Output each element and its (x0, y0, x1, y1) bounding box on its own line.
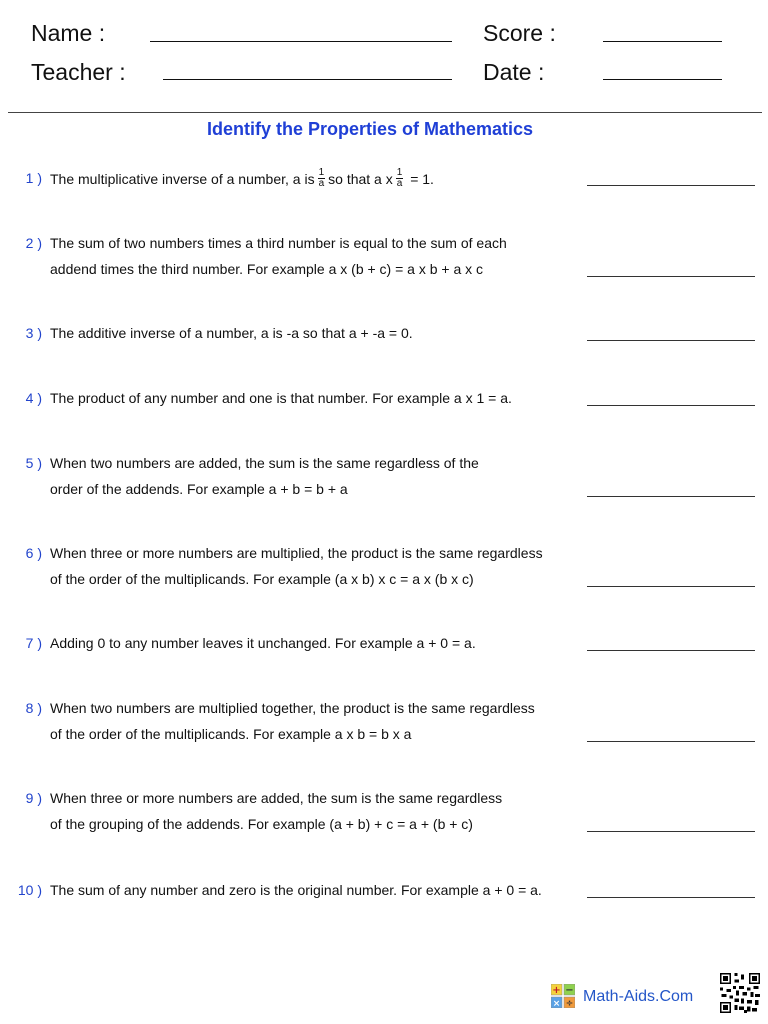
svg-text:+: + (552, 985, 561, 996)
question-number: 6 ) (25, 545, 42, 561)
question-text: Adding 0 to any number leaves it unchanged. For example a + 0 = a. (50, 635, 476, 651)
question-number: 1 ) (25, 170, 42, 186)
text-part: = 1. (410, 171, 434, 188)
fraction-numerator: 1 (318, 167, 325, 178)
text-part: so that a x (328, 171, 393, 188)
question-number: 8 ) (25, 700, 42, 716)
brand-link[interactable]: Math-Aids.Com (583, 988, 694, 1005)
fraction-numerator: 1 (396, 167, 403, 178)
question-number: 4 ) (25, 390, 42, 406)
question-text: When three or more numbers are multiplied, the product is the same regardless (50, 545, 543, 561)
qr-code-icon (720, 973, 760, 1013)
svg-text:÷: ÷ (565, 999, 574, 1008)
answer-line[interactable] (587, 496, 755, 497)
question-number: 5 ) (25, 455, 42, 471)
question-number: 7 ) (25, 635, 42, 651)
text-part: The multiplicative inverse of a number, a is (50, 171, 315, 188)
question-text: When two numbers are multiplied together, the product is the same regardless (50, 700, 535, 716)
question-text: of the order of the multiplicands. For example (a x b) x c = a x (b x c) (50, 571, 474, 587)
fraction-denominator: a (318, 178, 325, 189)
name-label: Name : (31, 20, 106, 46)
answer-line[interactable] (587, 340, 755, 341)
question-number: 10 ) (17, 882, 42, 898)
question-text: of the grouping of the addends. For example (a + b) + c = a + (b + c) (50, 816, 473, 832)
question-text: When two numbers are added, the sum is the same regardless of the (50, 455, 479, 471)
header-divider (8, 112, 762, 113)
question-text: When three or more numbers are added, the sum is the same regardless (50, 790, 503, 806)
teacher-field-line[interactable] (163, 79, 452, 80)
date-label: Date : (483, 59, 545, 85)
question-number: 3 ) (25, 325, 42, 341)
teacher-label: Teacher : (31, 59, 126, 85)
answer-line[interactable] (587, 741, 755, 742)
answer-line[interactable] (587, 897, 755, 898)
question-text: order of the addends. For example a + b = b + a (50, 481, 348, 497)
score-field-line[interactable] (603, 41, 722, 42)
question-text: The product of any number and one is that number. For example a x 1 = a. (50, 390, 512, 406)
date-field-line[interactable] (603, 79, 722, 80)
question-text: addend times the third number. For example a x (b + c) = a x b + a x c (50, 261, 484, 277)
question-text (50, 167, 434, 191)
question-text: The additive inverse of a number, a is -a so that a + -a = 0. (50, 325, 413, 341)
name-field-line[interactable] (150, 41, 452, 42)
answer-line[interactable] (587, 831, 755, 832)
fraction (396, 168, 404, 189)
calculator-icon (551, 984, 575, 1008)
svg-text:−: − (565, 985, 574, 996)
question-text: The sum of any number and zero is the original number. For example a + 0 = a. (50, 882, 542, 898)
worksheet-title: Identify the Properties of Mathematics (206, 119, 534, 139)
question-text: The sum of two numbers times a third number is equal to the sum of each (50, 235, 507, 251)
question-number: 9 ) (25, 790, 42, 806)
question-number: 2 ) (25, 235, 42, 251)
answer-line[interactable] (587, 185, 755, 186)
fraction-denominator: a (396, 178, 403, 189)
answer-line[interactable] (587, 276, 755, 277)
svg-text:×: × (552, 999, 561, 1008)
fraction (318, 168, 326, 189)
answer-line[interactable] (587, 586, 755, 587)
score-label: Score : (483, 20, 556, 46)
question-text: of the order of the multiplicands. For example a x b = b x a (50, 726, 412, 742)
answer-line[interactable] (587, 650, 755, 651)
answer-line[interactable] (587, 405, 755, 406)
